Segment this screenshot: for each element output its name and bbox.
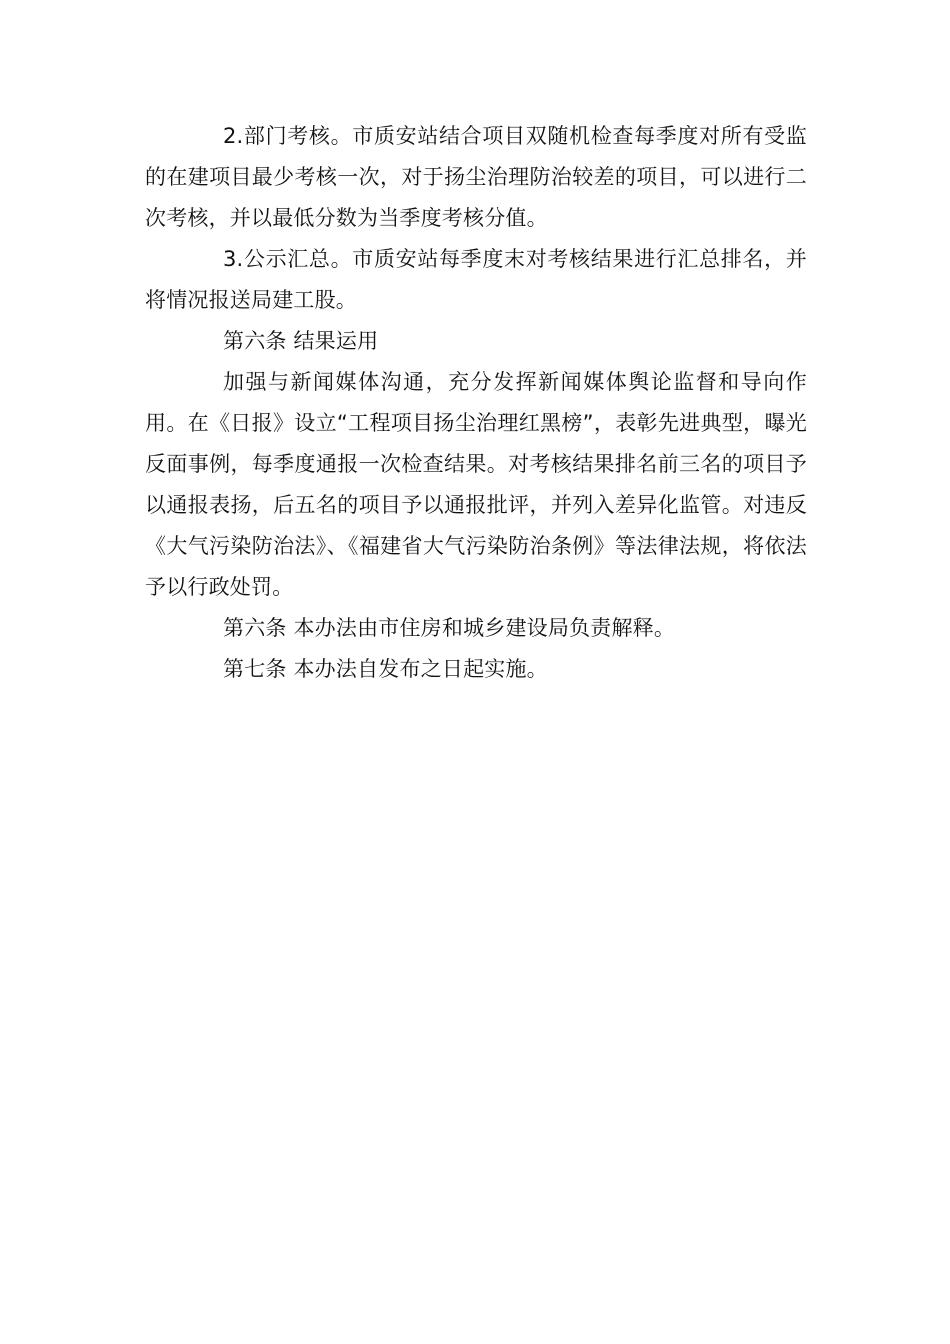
paragraph-public-summary: 3.公示汇总。市质安站每季度末对考核结果进行汇总排名，并将情况报送局建工股。 [145, 247, 807, 312]
article-interpretation: 第六条 本办法由市住房和城乡建设局负责解释。 [223, 616, 676, 640]
paragraph-media-supervision: 加强与新闻媒体沟通，充分发挥新闻媒体舆论监督和导向作用。在《日报》设立“工程项目扬尘治理红黑榜”，表彰先进典型，曝光反面事例，每季度通报一次检查结果。对考核结果排名前三名的项目予以通报表扬，后五名的项目予以通报批评，并列入差异化监管。对违反《大气污染防治法》、《福建省大气污染防治条例》等法律法规，将依法予以行政处罚。 [145, 370, 807, 599]
article-heading-result-application: 第六条 结果运用 [223, 329, 379, 353]
article-effective-date: 第七条 本办法自发布之日起实施。 [223, 657, 548, 681]
paragraph-department-assessment: 2.部门考核。市质安站结合项目双随机检查每季度对所有受监的在建项目最少考核一次，对于扬尘治理防治较差的项目，可以进行二次考核，并以最低分数为当季度考核分值。 [145, 124, 807, 230]
document-body [145, 116, 807, 690]
